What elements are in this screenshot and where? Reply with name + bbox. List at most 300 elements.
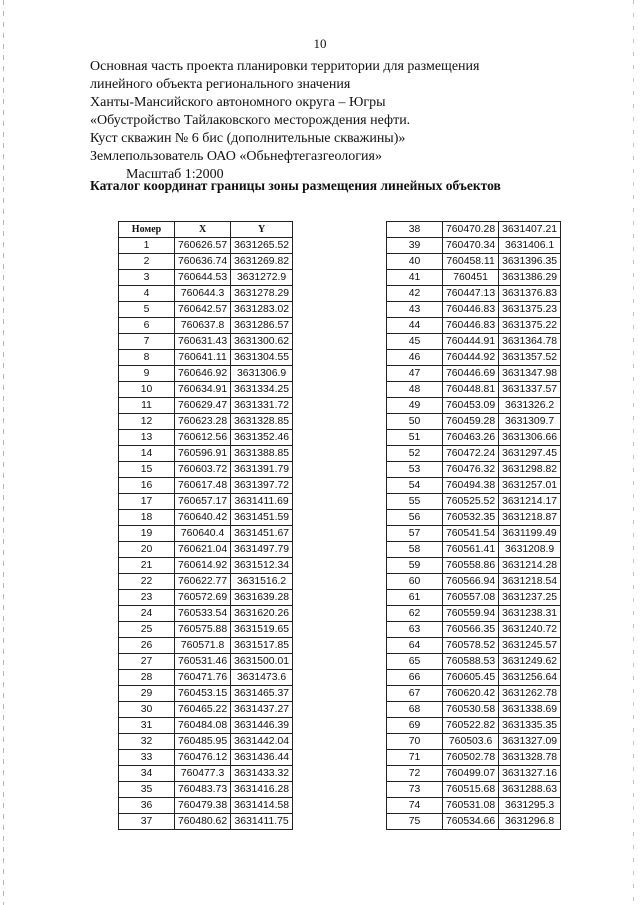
cell-x: 760522.82 [443, 718, 499, 734]
cell-x: 760485.95 [175, 734, 231, 750]
cell-number: 41 [387, 270, 443, 286]
cell-x: 760459.28 [443, 414, 499, 430]
cell-number: 28 [119, 670, 175, 686]
cell-x: 760533.54 [175, 606, 231, 622]
cell-number: 9 [119, 366, 175, 382]
cell-x: 760530.58 [443, 702, 499, 718]
header-line: Ханты-Мансийского автономного округа – Югры [90, 95, 386, 110]
cell-x: 760472.24 [443, 446, 499, 462]
cell-number: 18 [119, 510, 175, 526]
table-row [387, 238, 561, 254]
cell-x: 760534.66 [443, 814, 499, 830]
cell-number: 17 [119, 494, 175, 510]
table-row [119, 798, 293, 814]
cell-number: 26 [119, 638, 175, 654]
cell-x: 760444.92 [443, 350, 499, 366]
cell-number: 30 [119, 702, 175, 718]
cell-y: 3631516.2 [231, 574, 293, 590]
cell-y: 3631338.69 [499, 702, 561, 718]
table-row [119, 590, 293, 606]
header-line: «Обустройство Тайлаковского месторождения нефти. [90, 113, 411, 128]
cell-y: 3631306.66 [499, 430, 561, 446]
cell-x: 760644.3 [175, 286, 231, 302]
cell-y: 3631298.82 [499, 462, 561, 478]
table-row [387, 382, 561, 398]
cell-x: 760640.42 [175, 510, 231, 526]
table-row [119, 382, 293, 398]
cell-y: 3631208.9 [499, 542, 561, 558]
table-row [119, 494, 293, 510]
cell-y: 3631347.98 [499, 366, 561, 382]
table-row [119, 686, 293, 702]
cell-number: 60 [387, 574, 443, 590]
cell-y: 3631517.85 [231, 638, 293, 654]
cell-y: 3631286.57 [231, 318, 293, 334]
cell-x: 760622.77 [175, 574, 231, 590]
cell-x: 760561.41 [443, 542, 499, 558]
cell-number: 1 [119, 238, 175, 254]
cell-number: 51 [387, 430, 443, 446]
cell-x: 760637.8 [175, 318, 231, 334]
cell-y: 3631437.27 [231, 702, 293, 718]
cell-x: 760588.53 [443, 654, 499, 670]
cell-y: 3631262.78 [499, 686, 561, 702]
cell-number: 34 [119, 766, 175, 782]
cell-y: 3631414.58 [231, 798, 293, 814]
cell-number: 20 [119, 542, 175, 558]
column-header-x: X [175, 222, 231, 238]
cell-y: 3631519.65 [231, 622, 293, 638]
column-header-number: Номер [119, 222, 175, 238]
cell-y: 3631306.9 [231, 366, 293, 382]
cell-number: 42 [387, 286, 443, 302]
cell-number: 50 [387, 414, 443, 430]
table-row [119, 542, 293, 558]
table-row [387, 622, 561, 638]
header-line: линейного объекта регионального значения [90, 77, 351, 92]
cell-number: 47 [387, 366, 443, 382]
cell-y: 3631218.54 [499, 574, 561, 590]
table-row [387, 254, 561, 270]
catalog-title: Каталог координат границы зоны размещения линейных объектов [90, 178, 501, 193]
cell-number: 5 [119, 302, 175, 318]
cell-y: 3631288.63 [499, 782, 561, 798]
cell-y: 3631328.78 [499, 750, 561, 766]
cell-x: 760641.11 [175, 350, 231, 366]
table-row [119, 446, 293, 462]
table-row [119, 478, 293, 494]
cell-number: 19 [119, 526, 175, 542]
table-row [119, 318, 293, 334]
cell-x: 760532.35 [443, 510, 499, 526]
cell-x: 760629.47 [175, 398, 231, 414]
cell-x: 760644.53 [175, 270, 231, 286]
cell-y: 3631214.17 [499, 494, 561, 510]
table-row [119, 622, 293, 638]
cell-x: 760541.54 [443, 526, 499, 542]
cell-y: 3631451.59 [231, 510, 293, 526]
table-row [119, 750, 293, 766]
cell-y: 3631436.44 [231, 750, 293, 766]
header-line: Куст скважин № 6 бис (дополнительные скважины)» [90, 131, 406, 146]
cell-x: 760596.91 [175, 446, 231, 462]
cell-x: 760499.07 [443, 766, 499, 782]
cell-number: 7 [119, 334, 175, 350]
cell-x: 760446.83 [443, 318, 499, 334]
table-row [387, 750, 561, 766]
cell-number: 36 [119, 798, 175, 814]
cell-x: 760479.38 [175, 798, 231, 814]
cell-y: 3631433.32 [231, 766, 293, 782]
cell-number: 14 [119, 446, 175, 462]
cell-number: 4 [119, 286, 175, 302]
cell-x: 760476.32 [443, 462, 499, 478]
cell-y: 3631218.87 [499, 510, 561, 526]
cell-x: 760603.72 [175, 462, 231, 478]
table-row [387, 638, 561, 654]
cell-x: 760448.81 [443, 382, 499, 398]
header-line: Землепользователь ОАО «Обьнефтегазгеология» [90, 149, 382, 164]
coordinates-table-right [386, 221, 561, 830]
coordinates-table-left [118, 221, 293, 830]
table-row [119, 814, 293, 830]
cell-x: 760502.78 [443, 750, 499, 766]
cell-number: 39 [387, 238, 443, 254]
cell-y: 3631296.8 [499, 814, 561, 830]
cell-number: 33 [119, 750, 175, 766]
cell-x: 760480.62 [175, 814, 231, 830]
cell-number: 58 [387, 542, 443, 558]
cell-number: 61 [387, 590, 443, 606]
cell-y: 3631214.28 [499, 558, 561, 574]
cell-number: 63 [387, 622, 443, 638]
cell-number: 22 [119, 574, 175, 590]
cell-number: 67 [387, 686, 443, 702]
cell-number: 65 [387, 654, 443, 670]
cell-number: 44 [387, 318, 443, 334]
table-row [119, 526, 293, 542]
cell-y: 3631512.34 [231, 558, 293, 574]
table-row [119, 510, 293, 526]
cell-y: 3631265.52 [231, 238, 293, 254]
cell-number: 24 [119, 606, 175, 622]
cell-number: 37 [119, 814, 175, 830]
cell-y: 3631357.52 [499, 350, 561, 366]
cell-y: 3631327.16 [499, 766, 561, 782]
cell-y: 3631335.35 [499, 718, 561, 734]
cell-number: 62 [387, 606, 443, 622]
cell-x: 760572.69 [175, 590, 231, 606]
cell-number: 2 [119, 254, 175, 270]
cell-y: 3631256.64 [499, 670, 561, 686]
cell-number: 29 [119, 686, 175, 702]
cell-y: 3631639.28 [231, 590, 293, 606]
table-row [387, 430, 561, 446]
cell-y: 3631304.55 [231, 350, 293, 366]
cell-x: 760446.69 [443, 366, 499, 382]
cell-y: 3631375.23 [499, 302, 561, 318]
cell-x: 760531.46 [175, 654, 231, 670]
cell-x: 760578.52 [443, 638, 499, 654]
cell-number: 75 [387, 814, 443, 830]
cell-y: 3631497.79 [231, 542, 293, 558]
table-row [387, 590, 561, 606]
table-row [387, 462, 561, 478]
table-row [119, 766, 293, 782]
cell-x: 760515.68 [443, 782, 499, 798]
cell-x: 760657.17 [175, 494, 231, 510]
cell-number: 55 [387, 494, 443, 510]
table-row [119, 558, 293, 574]
cell-y: 3631337.57 [499, 382, 561, 398]
table-row [387, 558, 561, 574]
table-row [119, 414, 293, 430]
cell-y: 3631238.31 [499, 606, 561, 622]
cell-y: 3631442.04 [231, 734, 293, 750]
cell-x: 760476.12 [175, 750, 231, 766]
cell-y: 3631240.72 [499, 622, 561, 638]
cell-number: 46 [387, 350, 443, 366]
cell-x: 760483.73 [175, 782, 231, 798]
table-row [387, 334, 561, 350]
table-row [119, 238, 293, 254]
cell-x: 760571.8 [175, 638, 231, 654]
cell-y: 3631328.85 [231, 414, 293, 430]
table-row [119, 654, 293, 670]
cell-x: 760458.11 [443, 254, 499, 270]
cell-y: 3631352.46 [231, 430, 293, 446]
table-row [387, 734, 561, 750]
cell-x: 760451 [443, 270, 499, 286]
cell-number: 23 [119, 590, 175, 606]
cell-x: 760566.35 [443, 622, 499, 638]
cell-number: 3 [119, 270, 175, 286]
table-row [387, 478, 561, 494]
page-number: 10 [313, 36, 327, 51]
cell-x: 760494.38 [443, 478, 499, 494]
table-row [119, 334, 293, 350]
cell-x: 760620.42 [443, 686, 499, 702]
cell-number: 27 [119, 654, 175, 670]
table-row [387, 686, 561, 702]
cell-x: 760612.56 [175, 430, 231, 446]
cell-y: 3631326.2 [499, 398, 561, 414]
table-row [119, 254, 293, 270]
cell-number: 48 [387, 382, 443, 398]
table-row [387, 302, 561, 318]
cell-number: 40 [387, 254, 443, 270]
table-header-row [119, 222, 293, 238]
scan-edge-right [633, 0, 634, 905]
cell-x: 760444.91 [443, 334, 499, 350]
cell-number: 16 [119, 478, 175, 494]
table-row [387, 494, 561, 510]
table-row [119, 398, 293, 414]
cell-y: 3631406.1 [499, 238, 561, 254]
table-row [119, 574, 293, 590]
cell-number: 68 [387, 702, 443, 718]
cell-number: 56 [387, 510, 443, 526]
table-row [119, 638, 293, 654]
cell-x: 760484.08 [175, 718, 231, 734]
cell-y: 3631473.6 [231, 670, 293, 686]
cell-x: 760558.86 [443, 558, 499, 574]
cell-y: 3631446.39 [231, 718, 293, 734]
cell-y: 3631364.78 [499, 334, 561, 350]
cell-y: 3631416.28 [231, 782, 293, 798]
cell-number: 35 [119, 782, 175, 798]
cell-number: 66 [387, 670, 443, 686]
cell-y: 3631620.26 [231, 606, 293, 622]
cell-number: 32 [119, 734, 175, 750]
cell-y: 3631278.29 [231, 286, 293, 302]
table-row [387, 766, 561, 782]
cell-number: 57 [387, 526, 443, 542]
table-row [387, 318, 561, 334]
scan-edge-left [3, 0, 4, 905]
cell-y: 3631376.83 [499, 286, 561, 302]
cell-x: 760642.57 [175, 302, 231, 318]
cell-x: 760559.94 [443, 606, 499, 622]
cell-number: 11 [119, 398, 175, 414]
cell-number: 71 [387, 750, 443, 766]
cell-x: 760640.4 [175, 526, 231, 542]
cell-x: 760626.57 [175, 238, 231, 254]
cell-number: 45 [387, 334, 443, 350]
table-row [387, 510, 561, 526]
cell-y: 3631331.72 [231, 398, 293, 414]
cell-number: 73 [387, 782, 443, 798]
cell-y: 3631451.67 [231, 526, 293, 542]
cell-y: 3631411.75 [231, 814, 293, 830]
cell-number: 49 [387, 398, 443, 414]
table-row [119, 366, 293, 382]
cell-x: 760566.94 [443, 574, 499, 590]
table-row [387, 654, 561, 670]
table-row [119, 782, 293, 798]
cell-number: 70 [387, 734, 443, 750]
cell-y: 3631334.25 [231, 382, 293, 398]
table-row [119, 734, 293, 750]
cell-x: 760575.88 [175, 622, 231, 638]
cell-number: 8 [119, 350, 175, 366]
cell-y: 3631245.57 [499, 638, 561, 654]
table-row [387, 414, 561, 430]
cell-number: 25 [119, 622, 175, 638]
cell-x: 760605.45 [443, 670, 499, 686]
cell-number: 10 [119, 382, 175, 398]
cell-x: 760453.15 [175, 686, 231, 702]
cell-y: 3631283.02 [231, 302, 293, 318]
table-row [387, 814, 561, 830]
cell-x: 760446.83 [443, 302, 499, 318]
cell-x: 760525.52 [443, 494, 499, 510]
table-row [119, 718, 293, 734]
cell-y: 3631295.3 [499, 798, 561, 814]
table-row [387, 542, 561, 558]
cell-x: 760634.91 [175, 382, 231, 398]
document-header [90, 58, 560, 184]
table-row [119, 462, 293, 478]
cell-x: 760471.76 [175, 670, 231, 686]
cell-y: 3631300.62 [231, 334, 293, 350]
cell-y: 3631327.09 [499, 734, 561, 750]
table-body-left [119, 238, 293, 830]
cell-x: 760453.09 [443, 398, 499, 414]
table-row [387, 606, 561, 622]
cell-x: 760447.13 [443, 286, 499, 302]
cell-y: 3631411.69 [231, 494, 293, 510]
cell-x: 760463.26 [443, 430, 499, 446]
cell-y: 3631375.22 [499, 318, 561, 334]
table-row [119, 702, 293, 718]
table-row [387, 222, 561, 238]
cell-y: 3631249.62 [499, 654, 561, 670]
table-row [119, 302, 293, 318]
table-row [387, 270, 561, 286]
cell-x: 760636.74 [175, 254, 231, 270]
cell-x: 760631.43 [175, 334, 231, 350]
cell-y: 3631297.45 [499, 446, 561, 462]
cell-y: 3631500.01 [231, 654, 293, 670]
table-row [387, 670, 561, 686]
cell-x: 760470.28 [443, 222, 499, 238]
cell-number: 43 [387, 302, 443, 318]
cell-y: 3631309.7 [499, 414, 561, 430]
cell-x: 760646.92 [175, 366, 231, 382]
table-row [387, 286, 561, 302]
cell-x: 760531.08 [443, 798, 499, 814]
table-row [119, 670, 293, 686]
cell-number: 21 [119, 558, 175, 574]
table-row [119, 270, 293, 286]
cell-number: 59 [387, 558, 443, 574]
cell-x: 760614.92 [175, 558, 231, 574]
cell-x: 760621.04 [175, 542, 231, 558]
cell-y: 3631407.21 [499, 222, 561, 238]
cell-number: 15 [119, 462, 175, 478]
cell-x: 760470.34 [443, 238, 499, 254]
table-row [387, 366, 561, 382]
cell-y: 3631465.37 [231, 686, 293, 702]
cell-x: 760465.22 [175, 702, 231, 718]
table-row [387, 718, 561, 734]
table-row [387, 702, 561, 718]
cell-y: 3631397.72 [231, 478, 293, 494]
cell-y: 3631269.82 [231, 254, 293, 270]
cell-number: 12 [119, 414, 175, 430]
table-row [387, 350, 561, 366]
cell-number: 74 [387, 798, 443, 814]
table-row [387, 526, 561, 542]
column-header-y: Y [231, 222, 293, 238]
table-row [387, 446, 561, 462]
cell-number: 53 [387, 462, 443, 478]
cell-number: 54 [387, 478, 443, 494]
cell-number: 38 [387, 222, 443, 238]
cell-y: 3631386.29 [499, 270, 561, 286]
table-row [119, 286, 293, 302]
cell-x: 760477.3 [175, 766, 231, 782]
table-row [119, 430, 293, 446]
cell-x: 760617.48 [175, 478, 231, 494]
cell-y: 3631391.79 [231, 462, 293, 478]
table-row [387, 574, 561, 590]
cell-x: 760503.6 [443, 734, 499, 750]
cell-y: 3631199.49 [499, 526, 561, 542]
cell-number: 31 [119, 718, 175, 734]
cell-x: 760557.08 [443, 590, 499, 606]
